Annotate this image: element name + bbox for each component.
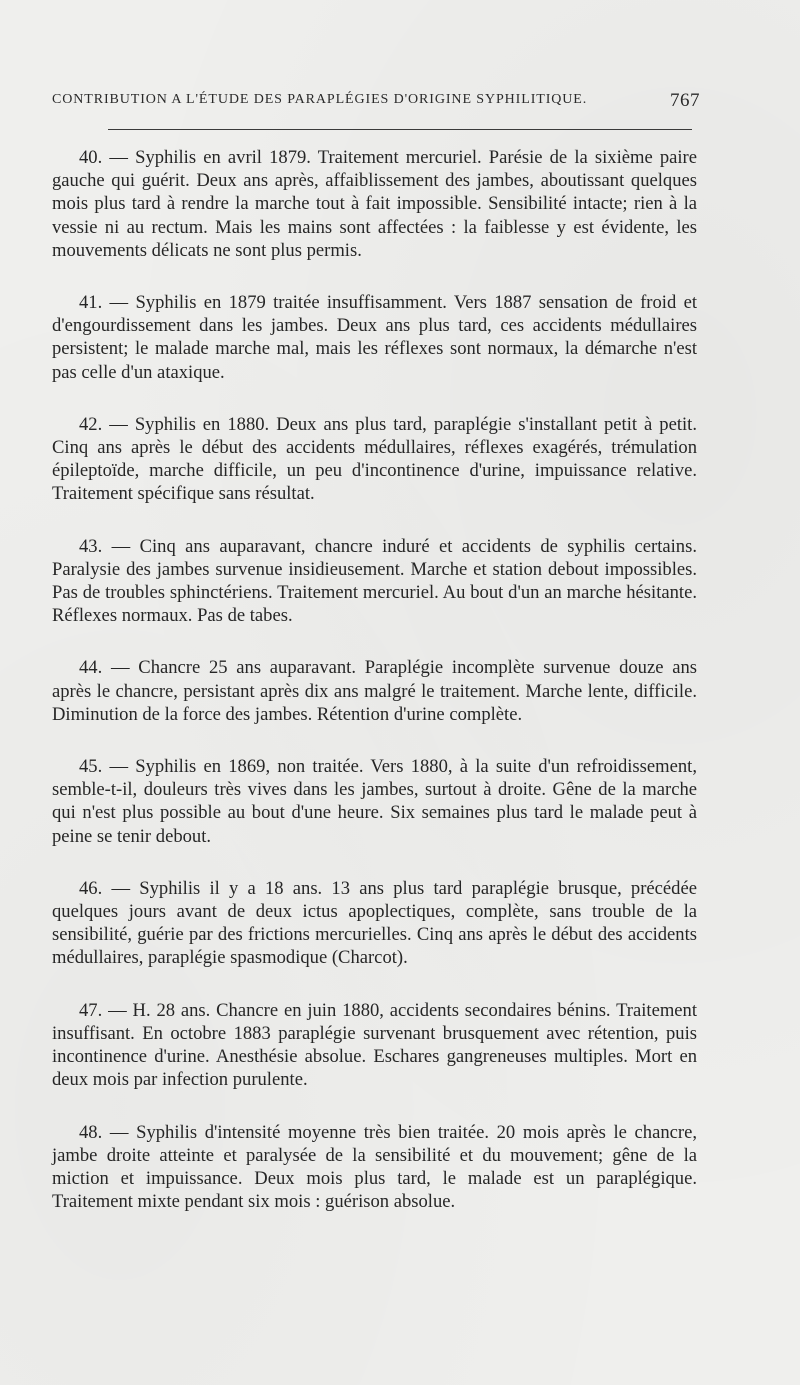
page-number: 767 (670, 90, 700, 111)
case-paragraph-41: 41. — Syphilis en 1879 traitée insuffisamment. Vers 1887 sensation de froid et d'engourdissement dans les jambes. Deux ans plus tard, ces accidents médullaires persistent; le malade marche mal, mais les réflexes sont normaux, la démarche n'est pas celle d'un ataxique. (52, 292, 697, 383)
case-paragraph-47: 47. — H. 28 ans. Chancre en juin 1880, accidents secondaires bénins. Traitement insuffisant. En octobre 1883 paraplégie survenant brusquement avec rétention, puis incontinence d'urine. Anesthésie absolue. Eschares gangreneuses multiples. Mort en deux mois par infection purulente. (52, 999, 697, 1091)
case-paragraph-44: 44. — Chancre 25 ans auparavant. Paraplégie incomplète survenue douze ans après le chancre, persistant après dix ans malgré le traitement. Marche lente, difficile. Diminution de la force des jambes. Rétention d'urine complète. (52, 657, 697, 725)
header-rule (108, 129, 692, 130)
case-paragraph-45: 45. — Syphilis en 1869, non traitée. Vers 1880, à la suite d'un refroidissement, semble-t-il, douleurs très vives dans les jambes, surtout à droite. Gêne de la marche qui n'est plus possible au bout d'une heure. Six semaines plus tard le malade peut à peine se tenir debout. (52, 756, 697, 847)
case-list (52, 146, 697, 1213)
case-paragraph-43: 43. — Cinq ans auparavant, chancre induré et accidents de syphilis certains. Paralysie des jambes survenue insidieusement. Marche et station debout impossibles. Pas de troubles sphinctériens. Traitement mercuriel. Au bout d'un an marche hésitante. Réflexes normaux. Pas de tabes. (52, 535, 697, 627)
running-title: CONTRIBUTION A L'ÉTUDE DES PARAPLÉGIES D'ORIGINE SYPHILITIQUE. (52, 92, 588, 107)
case-paragraph-40: 40. — Syphilis en avril 1879. Traitement mercuriel. Parésie de la sixième paire gauche qui guérit. Deux ans après, affaiblissement des jambes, aboutissant quelques mois plus tard à rendre la marche tout à fait impossible. Sensibilité intacte; rien à la vessie ni au rectum. Mais les mains sont affectées : la faiblesse y est évidente, les mouvements délicats ne sont plus permis. (52, 147, 697, 261)
case-paragraph-42: 42. — Syphilis en 1880. Deux ans plus tard, paraplégie s'installant petit à petit. Cinq ans après le début des accidents médullaires, réflexes exagérés, trémulation épileptoïde, marche difficile, un peu d'incontinence d'urine, impuissance relative. Traitement spécifique sans résultat. (52, 413, 697, 505)
case-paragraph-46: 46. — Syphilis il y a 18 ans. 13 ans plus tard paraplégie brusque, précédée quelques jours avant de deux ictus apoplectiques, complète, sans trouble de la sensibilité, guérie par des frictions mercurielles. Cinq ans après le début des accidents médullaires, paraplégie spasmodique (Charcot). (52, 877, 697, 969)
running-header (52, 92, 700, 116)
case-paragraph-48: 48. — Syphilis d'intensité moyenne très bien traitée. 20 mois après le chancre, jambe droite atteinte et paralysée de la sensibilité et du mouvement; gêne de la miction et impuissance. Deux mois plus tard, le malade est un paraplégique. Traitement mixte pendant six mois : guérison absolue. (52, 1121, 697, 1213)
